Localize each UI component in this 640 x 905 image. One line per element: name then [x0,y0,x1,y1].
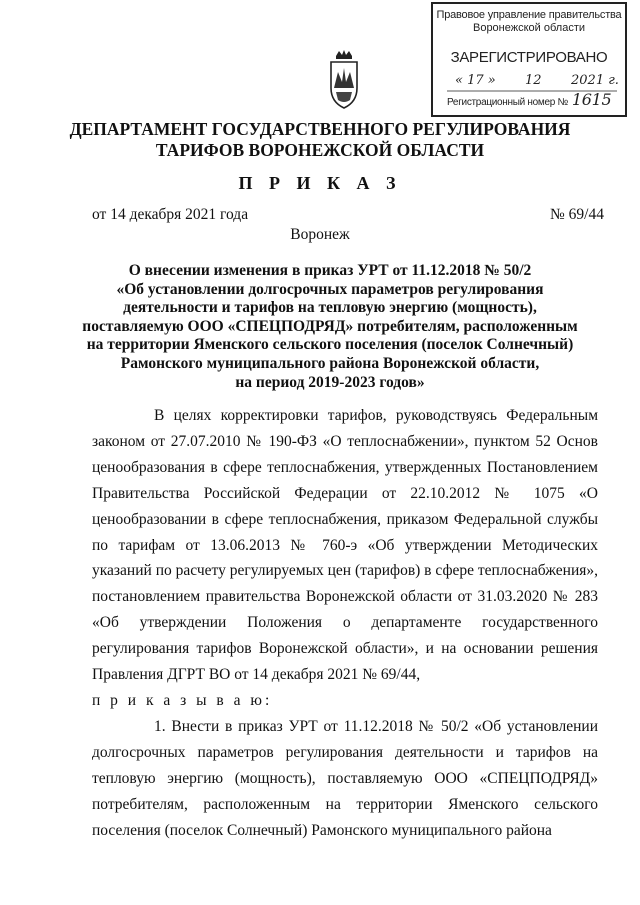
document-date: от 14 декабря 2021 года [92,206,249,223]
subject-line: О внесении изменения в приказ УРТ от 11.12.2018 № 50/2 [128,262,532,279]
item-1-paragraph: 1. Внести в приказ УРТ от 11.12.2018 № 50/2 «Об установлении долгосрочных параметров регулирования деятельности и тарифов на тепловую энергию (мощность), поставляемую ООО «СПЕЦПОДРЯД» потребителям, расположенным на территории Яменского сельского поселения (поселок Солнечный) Рамонского муниципального района [92,717,598,839]
document-subject [60,262,600,392]
subject-line: на период 2019-2023 годов» [235,373,425,391]
subject-line: деятельности и тарифов на тепловую энергию (мощность), [123,299,537,317]
stamp-reg-number: 1615 [571,90,612,109]
stamp-org-line1: Правовое управление правительства [436,9,622,21]
preamble-paragraph: В целях корректировки тарифов, руководствуясь Федеральным законом от 27.07.2010 № 190-ФЗ «О теплоснабжении», пунктом 52 Основ ценообразования в сфере теплоснабжения, утвержденных Постановлением Правительства Российской Федерации от 22.10.2012 № 1075 «О ценообразовании в сфере теплоснабжения, приказом Федеральной службы по тарифам от 13.06.2013 № 760-э «Об утверждении Методических указаний по расчету регулируемых цен (тарифов) в сфере теплоснабжения», постановлением правительства Воронежской области от 31.03.2020 № 283 «Об утверждении Положения о департаменте государственного регулирования тарифов Воронежской области», и на основании решения Правления ДГРТ ВО от 14 декабря 2021 № 69/44, [92,407,598,684]
stamp-date-month: 12 [525,73,542,88]
subject-line: на территории Яменского сельского поселения (поселок Солнечный) [86,336,574,354]
coat-of-arms-emblem [326,48,362,112]
stamp-date-day: « 17 » [455,73,496,88]
subject-line: «Об установлении долгосрочных параметров регулирования [116,280,544,298]
department-name [0,119,640,161]
document-number: № 69/44 [550,206,604,223]
stamp-reg-number-row [447,90,611,109]
department-line1: ДЕПАРТАМЕНТ ГОСУДАРСТВЕННОГО РЕГУЛИРОВАНИЯ [69,119,571,139]
document-city: Воронеж [290,226,350,243]
document-body [92,403,598,843]
stamp-status: ЗАРЕГИСТРИРОВАНО [450,49,608,66]
order-word: п р и к а з ы в а ю: [92,691,273,709]
document-type: П Р И К А З [238,173,402,193]
registration-stamp [431,2,627,117]
subject-line: Рамонского муниципального района Воронежской области, [120,354,540,372]
stamp-org-line2: Воронежской области [472,22,585,34]
stamp-date-year: 2021 г. [571,73,619,88]
stamp-reg-label: Регистрационный номер № [447,97,568,108]
subject-line: поставляемую ООО «СПЕЦПОДРЯД» потребителям, расположенным [82,317,578,335]
department-line2: ТАРИФОВ ВОРОНЕЖСКОЙ ОБЛАСТИ [155,140,485,160]
